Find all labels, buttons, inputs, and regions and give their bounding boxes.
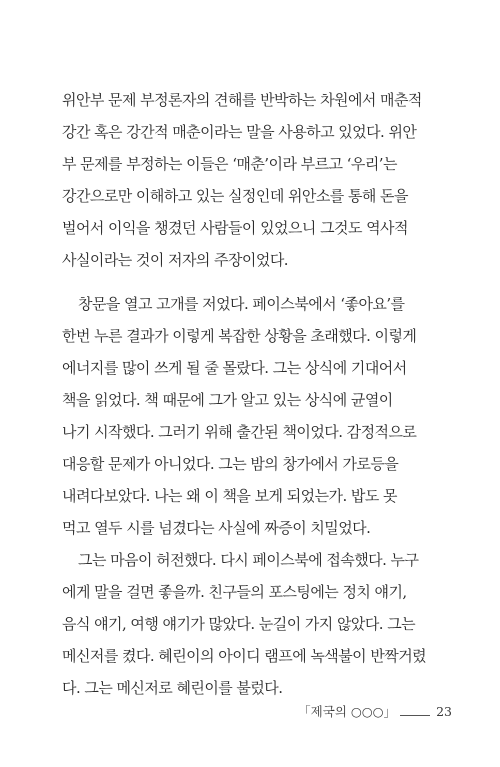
text-line: 책을 읽었다. 책 때문에 그가 알고 있는 상식에 균열이 — [62, 391, 393, 409]
text-line: 대응할 문제가 아니었다. 그는 밤의 창가에서 가로등을 — [62, 455, 399, 473]
page-footer — [298, 702, 452, 720]
paragraph-1 — [62, 84, 440, 276]
text-line: 음식 얘기, 여행 얘기가 많았다. 눈길이 가지 않았다. 그는 — [62, 615, 416, 633]
text-line: 강간으로만 이해하고 있는 실정인데 위안소를 통해 돈을 — [62, 187, 408, 205]
text-line: 메신저를 켰다. 혜린이의 아이디 램프에 녹색불이 반짝거렸 — [62, 647, 427, 665]
text-line: 사실이라는 것이 저자의 주장이었다. — [62, 251, 288, 269]
footer-rule — [400, 715, 430, 716]
text-line: 그는 마음이 허전했다. 다시 페이스북에 접속했다. 누구 — [78, 551, 419, 569]
paragraph-2 — [62, 288, 440, 704]
text-line: 강간 혹은 강간적 매춘이라는 말을 사용하고 있었다. 위안 — [62, 123, 417, 141]
text-line: 다. 그는 메신저로 혜린이를 불렀다. — [62, 679, 283, 697]
text-line: 에너지를 많이 쓰게 될 줄 몰랐다. 그는 상식에 기대어서 — [62, 359, 407, 377]
text-line: 부 문제를 부정하는 이들은 ‘매춘’이라 부르고 ‘우리’는 — [62, 155, 397, 173]
text-line: 나기 시작했다. 그러기 위해 출간된 책이었다. 감정적으로 — [62, 423, 417, 441]
text-line: 벌어서 이익을 챙겼던 사람들이 있었으니 그것도 역사적 — [62, 219, 408, 237]
text-line: 창문을 열고 고개를 저었다. 페이스북에서 ‘좋아요’를 — [78, 295, 405, 313]
text-line: 에게 말을 걸면 좋을까. 친구들의 포스팅에는 정치 얘기, — [62, 583, 407, 601]
text-line: 먹고 열두 시를 넘겼다는 사실에 짜증이 치밀었다. — [62, 519, 371, 537]
running-title: 「제국의 ○○○」 — [298, 704, 397, 719]
text-line: 위안부 문제 부정론자의 견해를 반박하는 차원에서 매춘적 — [62, 91, 422, 109]
text-line: 한번 누른 결과가 이렇게 복잡한 상황을 초래했다. 이렇게 — [62, 327, 417, 345]
text-line: 내려다보았다. 나는 왜 이 책을 보게 되었는가. 밥도 못 — [62, 487, 397, 505]
page-number: 23 — [436, 703, 452, 719]
